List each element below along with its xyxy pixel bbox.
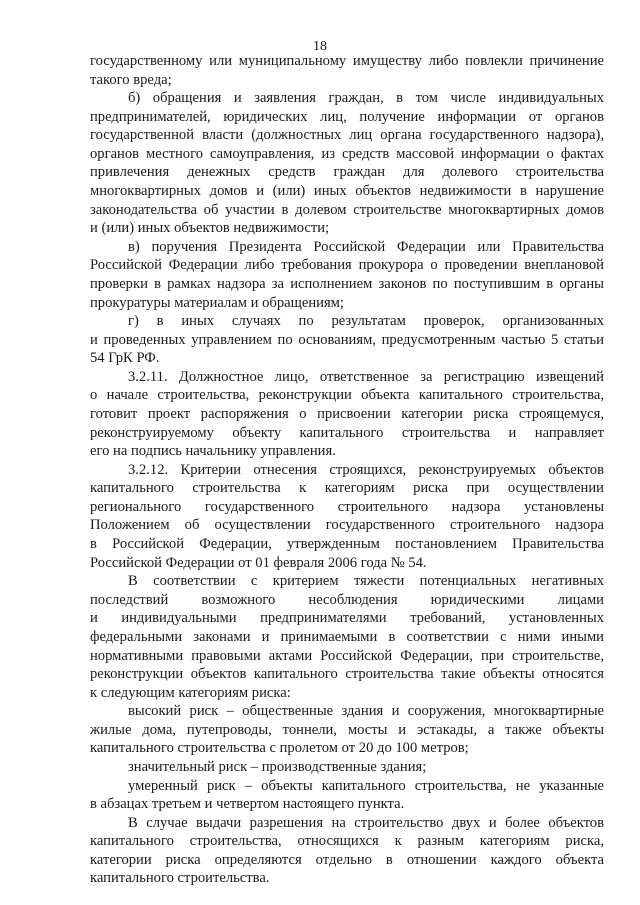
- text-line: его на подпись начальнику управления.: [90, 443, 336, 460]
- text-line: прокуратуры материалам и обращениям;: [90, 294, 344, 311]
- text-line: реконструкции объектов капитального строительства такие объекты относятся: [90, 666, 604, 683]
- text-line: готовит проект распоряжения о присвоении категории риска строящемуся,: [90, 405, 604, 422]
- text-line: многоквартирных домов и (или) иных объектов недвижимости в нарушение: [90, 183, 604, 200]
- text-line: такого вреда;: [90, 71, 172, 88]
- text-line: капитального строительства к категориям риска при осуществлении: [90, 480, 604, 497]
- page-number: 18: [313, 39, 327, 54]
- text-line: капитального строительства, относящихся к разным категориям риска,: [90, 833, 604, 850]
- paragraph: [90, 312, 604, 368]
- paragraph: [90, 238, 604, 312]
- text-line: последствий возможного несоблюдения юридическими лицами: [90, 591, 604, 608]
- text-line: государственному или муниципальному имуществу либо повлекли причинение: [90, 53, 604, 69]
- paragraph: [90, 572, 604, 702]
- paragraph: [90, 814, 604, 888]
- text-line: регионального государственного строительного надзора установлены: [90, 498, 604, 515]
- text-line: 3.2.11. Должностное лицо, ответственное за регистрацию извещений: [128, 368, 604, 385]
- text-line: и (или) иных объектов недвижимости;: [90, 220, 330, 237]
- paragraph: [90, 461, 604, 572]
- text-line: реконструируемому объекту капитального строительства и направляет: [90, 424, 604, 441]
- text-line: и индивидуальными предпринимателями требований, установленных: [90, 610, 604, 627]
- text-line: жилые дома, путепроводы, тоннели, мосты и эстакады, а также объекты: [90, 721, 604, 738]
- paragraph: [90, 89, 604, 238]
- text-line: 54 ГрК РФ.: [90, 350, 160, 367]
- text-line: в Российской Федерации, утвержденным постановлением Правительства: [90, 536, 604, 553]
- text-line: к следующим категориям риска:: [90, 684, 291, 701]
- text-line: в абзацах третьем и четвертом настоящего пункта.: [90, 796, 405, 813]
- text-line: 3.2.12. Критерии отнесения строящихся, реконструируемых объектов: [128, 461, 604, 478]
- text-line: нормативными правовыми актами Российской Федерации, при строительстве,: [90, 647, 604, 664]
- text-line: капитального строительства с пролетом от 20 до 100 метров;: [90, 740, 469, 757]
- paragraph: [90, 777, 604, 814]
- text-line: предпринимателей, юридических лиц, получение информации от органов: [90, 108, 604, 125]
- text-line: Российской Федерации либо требования прокурора о проведении внеплановой: [90, 257, 604, 274]
- text-line: федеральными законами и принимаемыми в соответствии с ними иными: [90, 628, 604, 645]
- text-line: г) в иных случаях по результатам проверок, организованных: [128, 313, 604, 330]
- text-line: о начале строительства, реконструкции объекта капитального строительства,: [90, 387, 604, 404]
- text-line: законодательства об участии в долевом строительстве многоквартирных домов: [90, 201, 604, 218]
- text-line: Положением об осуществлении государственного строительного надзора: [90, 517, 604, 534]
- body-text: [90, 52, 604, 888]
- text-line: категории риска определяются отдельно в отношении каждого объекта: [90, 851, 604, 868]
- paragraph: [90, 758, 604, 777]
- text-line: Российской Федерации от 01 февраля 2006 года № 54.: [90, 554, 427, 571]
- paragraph: [90, 52, 604, 89]
- paragraph: [90, 368, 604, 461]
- text-line: В соответствии с критерием тяжести потенциальных негативных: [128, 573, 604, 590]
- text-line: проверки в рамках надзора за исполнением законов по поступившим в органы: [90, 275, 604, 292]
- text-line: в) поручения Президента Российской Федерации или Правительства: [128, 238, 604, 255]
- text-line: государственной власти (должностных лиц органа государственного надзора),: [90, 127, 604, 144]
- text-line: значительный риск – производственные здания;: [128, 758, 427, 775]
- text-line: и проведенных управлением по основаниям, предусмотренным частью 5 статьи: [90, 331, 604, 348]
- text-line: привлечения денежных средств граждан для долевого строительства: [90, 164, 604, 181]
- text-line: б) обращения и заявления граждан, в том числе индивидуальных: [128, 90, 604, 107]
- text-line: высокий риск – общественные здания и сооружения, многоквартирные: [128, 703, 604, 720]
- text-line: умеренный риск – объекты капитального строительства, не указанные: [128, 777, 604, 794]
- text-line: В случае выдачи разрешения на строительство двух и более объектов: [128, 814, 604, 831]
- text-line: органов местного самоуправления, из средств массовой информации о фактах: [90, 145, 604, 162]
- text-line: капитального строительства.: [90, 870, 270, 887]
- paragraph: [90, 702, 604, 758]
